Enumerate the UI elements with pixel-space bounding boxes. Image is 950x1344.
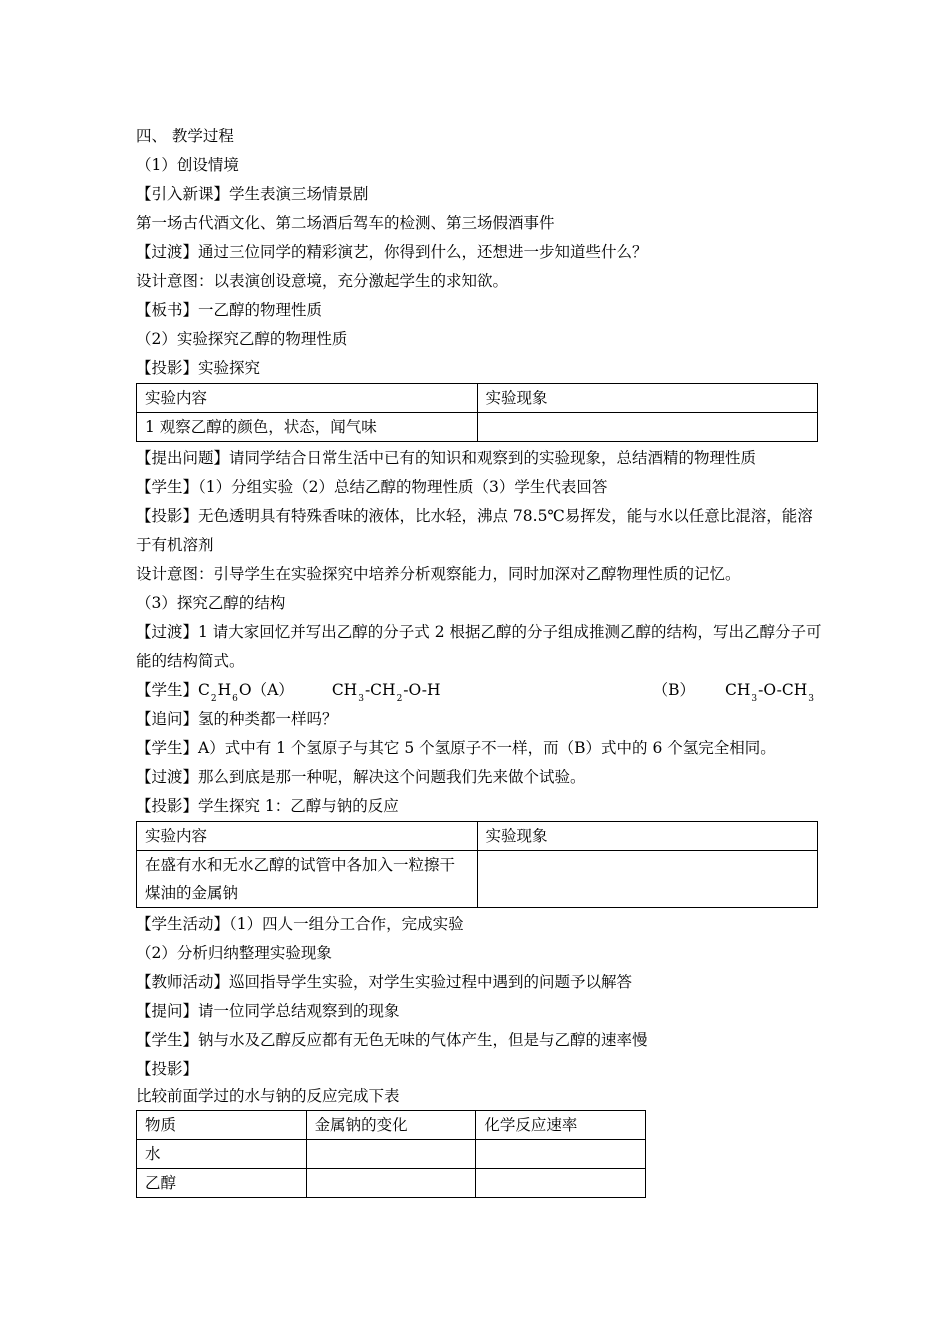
table-cell [306, 1140, 476, 1169]
text-line: 【学生】钠与水及乙醇反应都有无色无味的气体产生，但是与乙醇的速率慢 [136, 1031, 648, 1049]
text-line: 【教师活动】巡回指导学生实验，对学生实验过程中遇到的问题予以解答 [136, 973, 633, 991]
table-cell: 乙醇 [137, 1169, 307, 1198]
comparison-table [136, 1110, 646, 1198]
table-cell: 实验内容 [137, 384, 478, 413]
structure-a: $CH_3-CH_2-O-H$ [331, 681, 441, 704]
text-line: 【过渡】通过三位同学的精彩演艺，你得到什么，还想进一步知道些什么？ [136, 243, 648, 261]
transition-structure: 【过渡】1 请大家回忆并写出乙醇的分子式 2 根据乙醇的分子组成推测乙醇的结构，写出乙醇分子可能的结构简式。 [136, 623, 822, 670]
experiment-table-1 [136, 383, 818, 442]
table-row [137, 851, 818, 908]
table-header-row [137, 384, 818, 413]
text-line: 【过渡】那么到底是那一种呢，解决这个问题我们先来做个试验。 [136, 768, 586, 786]
text-line: 【追问】氢的种类都一样吗？ [136, 710, 338, 728]
table-cell [477, 851, 818, 908]
text-line: （3）探究乙醇的结构 [136, 594, 286, 612]
table-cell: 实验内容 [137, 822, 478, 851]
document-page [136, 122, 826, 1198]
molecular-formula: $C_2H_6O$ [198, 681, 252, 704]
table-cell [477, 413, 817, 442]
text-line: 设计意图：引导学生在实验探究中培养分析观察能力，同时加深对乙醇物理性质的记忆。 [136, 565, 741, 583]
text-line: 【板书】一乙醇的物理性质 [136, 301, 323, 319]
table-header-row [137, 1111, 646, 1140]
text-line: 【学生】A）式中有 1 个氢原子与其它 5 个氢原子不一样，而（B）式中的 6 个氢完全相同。 [136, 739, 776, 757]
table-cell: 水 [137, 1140, 307, 1169]
text-line: 【投影】 [136, 1060, 199, 1078]
projection-physical-properties: 【投影】无色透明具有特殊香味的液体，比水轻，沸点 78.5℃易挥发，能与水以任意比混溶，能溶于有机溶剂 [136, 507, 813, 554]
text-line: 第一场古代酒文化、第二场酒后驾车的检测、第三场假酒事件 [136, 214, 555, 232]
formula-line: 【学生】$C_2H_6O(A)$ $CH_3-CH_2-O-H$ （B） $CH_3-O-CH_3$ [136, 676, 826, 705]
table-cell [476, 1169, 646, 1198]
experiment-table-2 [136, 821, 818, 908]
text-line: （1）创设情境 [136, 156, 239, 174]
text-line: 比较前面学过的水与钠的反应完成下表 [136, 1087, 400, 1105]
text-line: 【投影】实验探究 [136, 359, 261, 377]
table-cell: 实验现象 [477, 384, 817, 413]
text-line: （2）实验探究乙醇的物理性质 [136, 330, 348, 348]
table-cell: 金属钠的变化 [306, 1111, 476, 1140]
table-header-row [137, 822, 818, 851]
section-heading: 四、 教学过程 [136, 127, 234, 145]
text-line: 设计意图：以表演创设意境，充分激起学生的求知欲。 [136, 272, 509, 290]
structure-b: $CH_3-O-CH_3$ [724, 681, 814, 704]
table-row [137, 413, 818, 442]
table-cell: 化学反应速率 [476, 1111, 646, 1140]
text-line: 【投影】学生探究 1：乙醇与钠的反应 [136, 797, 399, 815]
text-line: 【提问】请一位同学总结观察到的现象 [136, 1002, 400, 1020]
table-cell: 实验现象 [477, 822, 818, 851]
text-line: 【提出问题】请同学结合日常生活中已有的知识和观察到的实验现象，总结酒精的物理性质 [136, 449, 757, 467]
text-line: 【引入新课】学生表演三场情景剧 [136, 185, 369, 203]
table-row [137, 1140, 646, 1169]
text-line: （2）分析归纳整理实验现象 [136, 944, 332, 962]
table-cell [306, 1169, 476, 1198]
intro-lines [136, 122, 826, 383]
table-cell: 1 观察乙醇的颜色，状态，闻气味 [137, 413, 478, 442]
table-row [137, 1169, 646, 1198]
table-cell: 物质 [137, 1111, 307, 1140]
table-cell [476, 1140, 646, 1169]
text-line: 【学生活动】（1）四人一组分工合作，完成实验 [136, 915, 464, 933]
text-line: 【学生】（1）分组实验（2）总结乙醇的物理性质（3）学生代表回答 [136, 478, 608, 496]
table-cell: 在盛有水和无水乙醇的试管中各加入一粒擦干煤油的金属钠 [137, 851, 478, 908]
